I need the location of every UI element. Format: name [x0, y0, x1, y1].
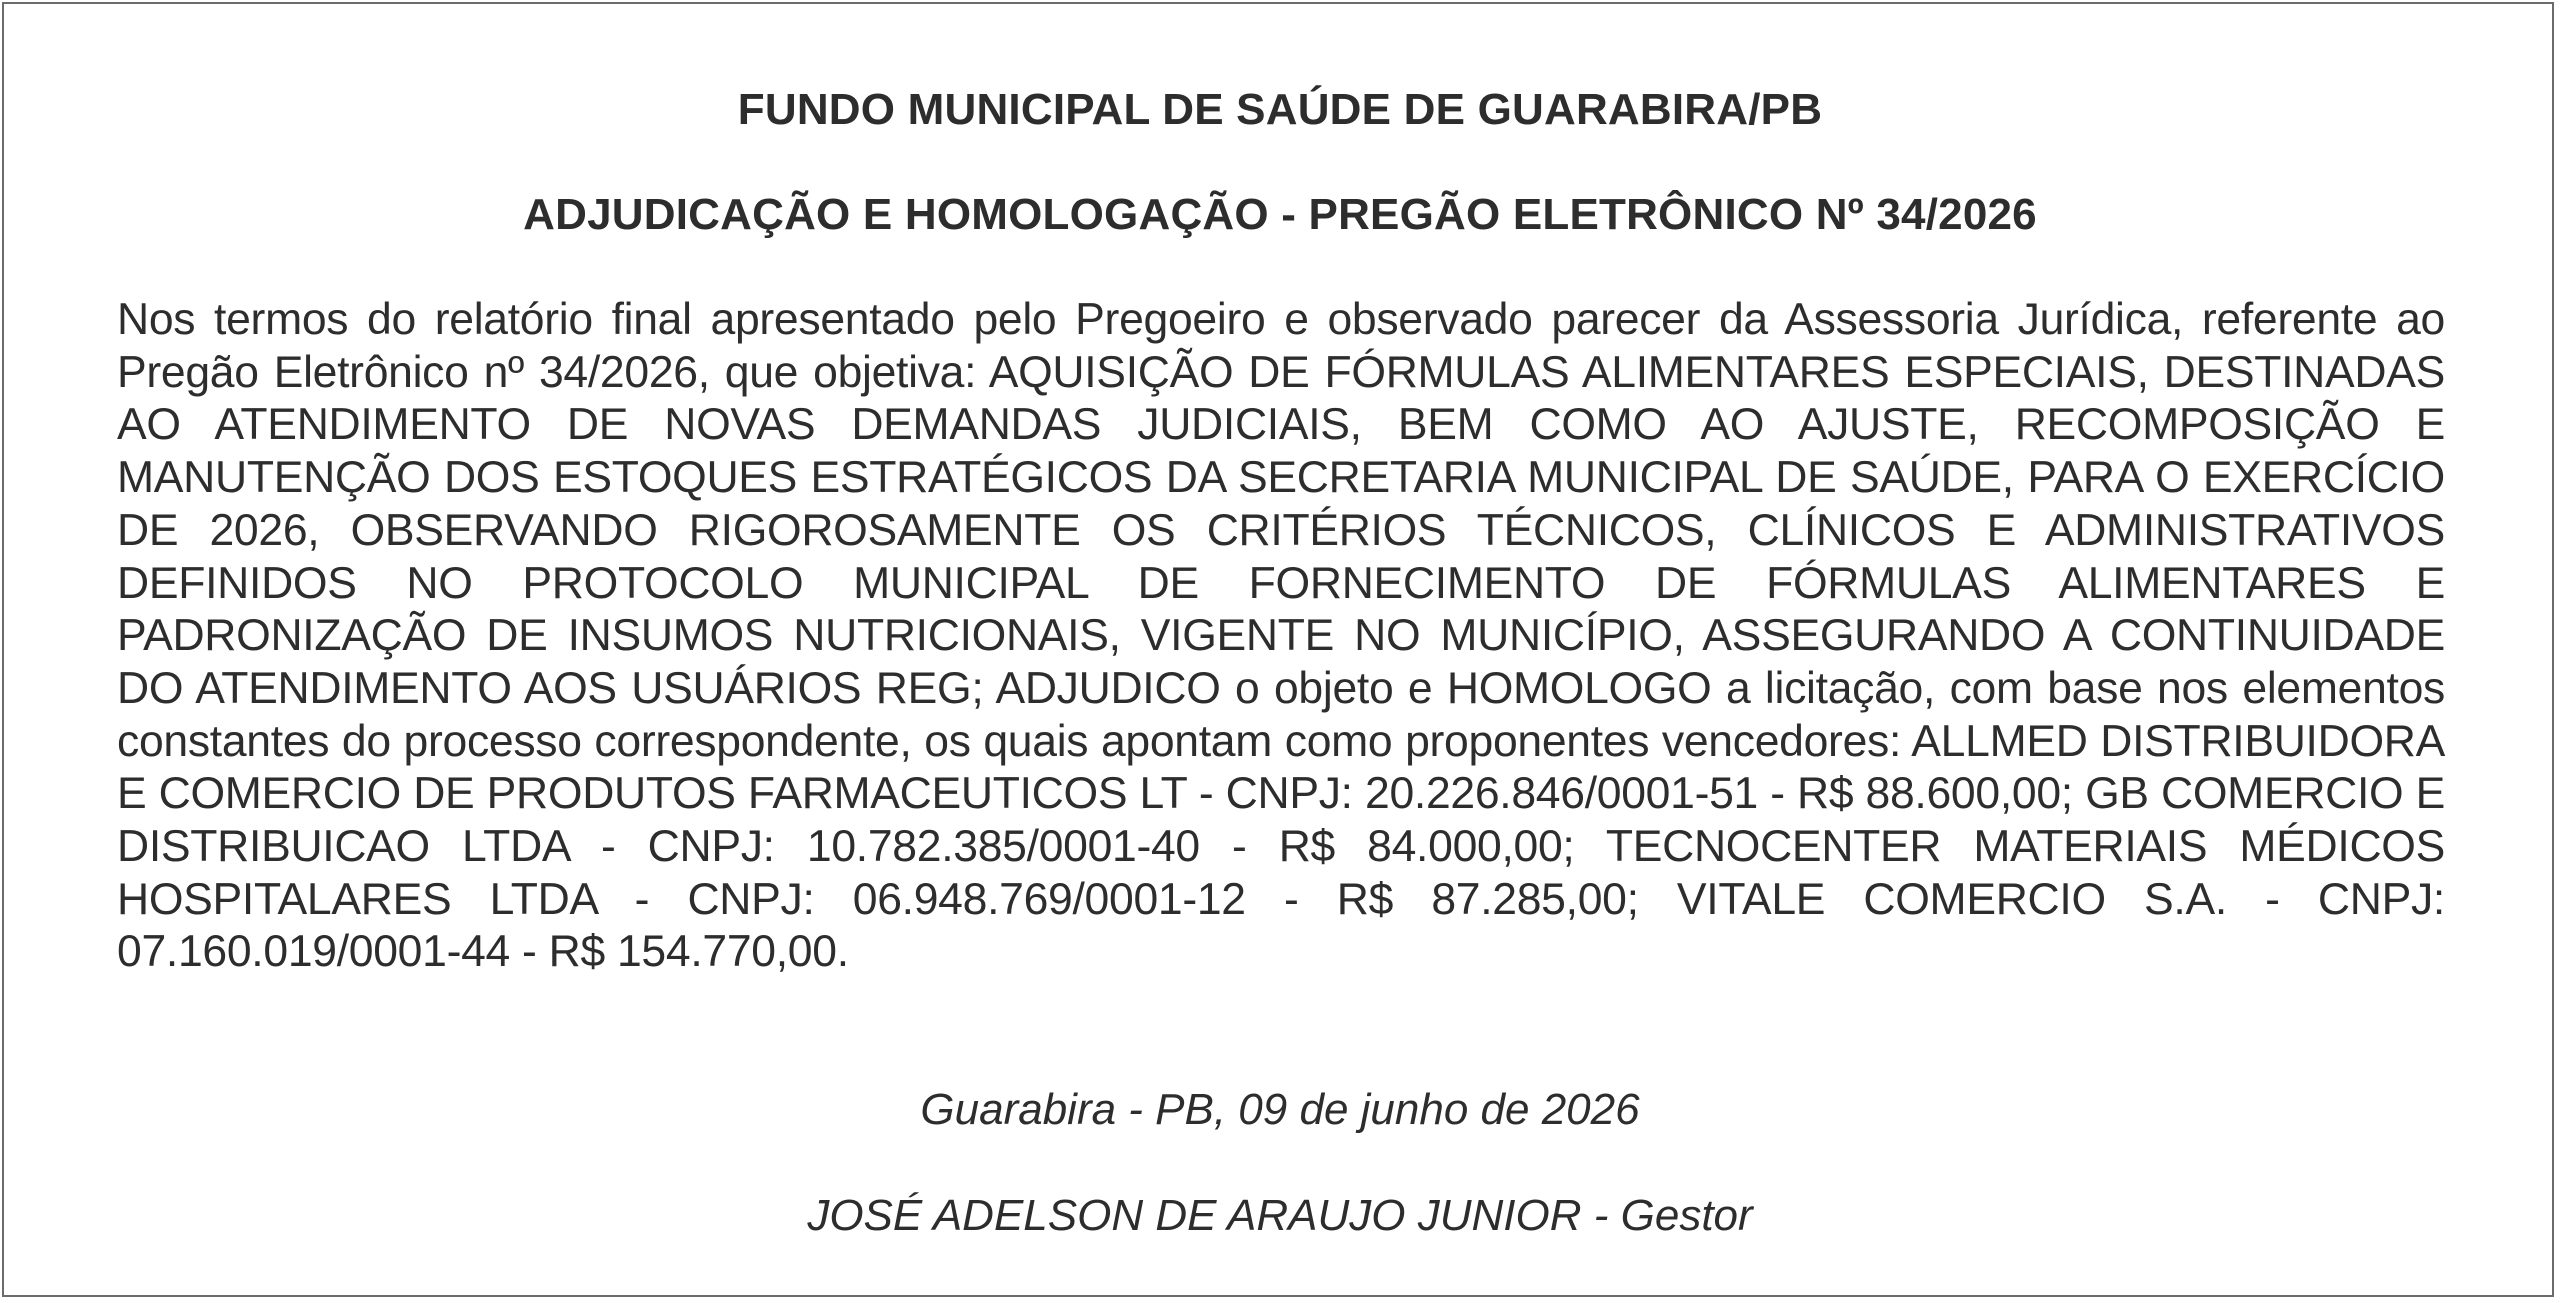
place-date: Guarabira - PB, 09 de junho de 2026 [920, 1085, 1640, 1134]
signature-line: JOSÉ ADELSON DE ARAUJO JUNIOR - Gestor [807, 1191, 1753, 1240]
document-title: ADJUDICAÇÃO E HOMOLOGAÇÃO - PREGÃO ELETRÔNICO Nº 34/2026 [523, 190, 2037, 239]
body-paragraph: Nos termos do relatório final apresentado pelo Pregoeiro e observado parecer da Assessoria Jurídica, referente ao Pregão Eletrônico nº 34/2026, que objetiva: AQUISIÇÃO DE FÓRMULAS ALIMENTARES ESPECIAIS, DESTINADAS AO ATENDIMENTO DE NOVAS DEMANDAS JUDICIAIS, BEM COMO AO AJUSTE, RECOMPOSIÇÃO E MANUTENÇÃO DOS ESTOQUES ESTRATÉGICOS DA SECRETARIA MUNICIPAL DE SAÚDE, PARA O EXERCÍCIO DE 2026, OBSERVANDO RIGOROSAMENTE OS CRITÉRIOS TÉCNICOS, CLÍNICOS E ADMINISTRATIVOS DEFINIDOS NO PROTOCOLO MUNICIPAL DE FORNECIMENTO DE FÓRMULAS ALIMENTARES E PADRONIZAÇÃO DE INSUMOS NUTRICIONAIS, VIGENTE NO MUNICÍPIO, ASSEGURANDO A CONTINUIDADE DO ATENDIMENTO AOS USUÁRIOS REG; ADJUDICO o objeto e HOMOLOGO a licitação, com base nos elementos constantes do processo correspondente, os quais apontam como proponentes vencedores: ALLMED DISTRIBUIDORA E COMERCIO DE PRODUTOS FARMACEUTICOS LT - CNPJ: 20.226.846/0001-51 - R$ 88.600,00; GB COMERCIO E DISTRIBUICAO LTDA - CNPJ: 10.782.385/0001-40 - R$ 84.000,00; TECNOCENTER MATERIAIS MÉDICOS HOSPITALARES LTDA - CNPJ: 06.948.769/0001-12 - R$ 87.285,00; VITALE COMERCIO S.A. - CNPJ: 07.160.019/0001-44 - R$ 154.770,00. [117, 295, 2445, 977]
organization-title: FUNDO MUNICIPAL DE SAÚDE DE GUARABIRA/PB [737, 85, 1823, 134]
